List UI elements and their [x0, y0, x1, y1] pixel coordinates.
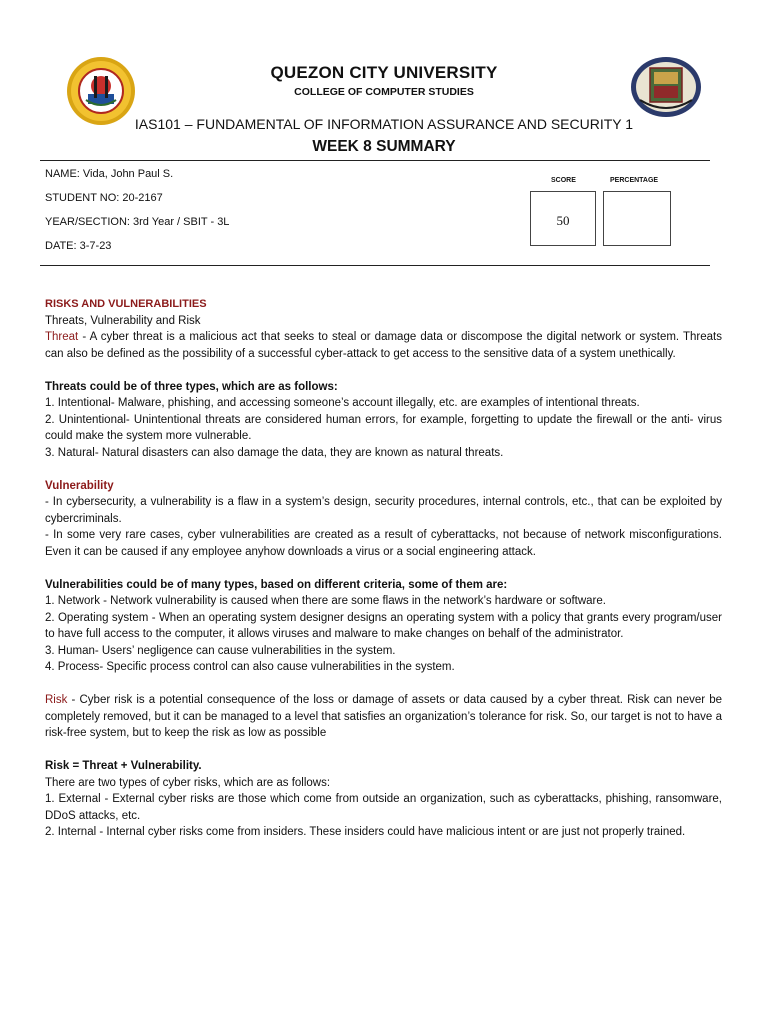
list-item: 1. External - External cyber risks are those which come from outside an organization, such as cyberattacks, phishing, ransomware, DDoS attacks, etc.	[45, 793, 722, 822]
threat-term: Threat	[45, 331, 79, 343]
info-divider	[40, 265, 710, 266]
list-item: 3. Natural- Natural disasters can also damage the data, they are known as natural threats.	[45, 446, 504, 459]
student-number: STUDENT NO: 20-2167	[45, 192, 163, 204]
risk-definition: - Cyber risk is a potential consequence of the loss or damage of assets or data caused by a cyber threat. Risk can never be completely removed, but it can be managed to a level that satisfies an organization’s tolerance for risk. So, our target is not to have a risk-free system, but to keep the risk as low as possible	[45, 694, 722, 739]
section-subtitle: Threats, Vulnerability and Risk	[45, 314, 201, 327]
risk-types-heading: There are two types of cyber risks, which are as follows:	[45, 776, 331, 789]
vulnerability-types-heading: Vulnerabilities could be of many types, based on different criteria, some of them are:	[45, 578, 508, 591]
university-name: QUEZON CITY UNIVERSITY	[270, 63, 498, 82]
score-box	[530, 191, 596, 246]
threat-types-heading: Threats could be of three types, which are as follows:	[45, 380, 338, 393]
list-item: 1. Network - Network vulnerability is caused when there are some flaws in the network’s hardware or software.	[45, 595, 606, 607]
summary-body	[45, 296, 722, 841]
percentage-label: PERCENTAGE	[610, 177, 659, 184]
percentage-box	[603, 191, 671, 246]
vulnerability-title: Vulnerability	[45, 479, 114, 492]
list-item: 2. Internal - Internal cyber risks come from insiders. These insiders could have malicious intent or are just not properly trained.	[45, 826, 686, 838]
threat-definition: - A cyber threat is a malicious act that seeks to steal or damage data or discompose the digital network or system. Threats can also be defined as the possibility of a successful cyber-attack to get access to the sensitive data of a system unethically.	[45, 331, 722, 360]
year-section: YEAR/SECTION: 3rd Year / SBIT - 3L	[45, 216, 230, 228]
list-item: - In some very rare cases, cyber vulnerabilities are created as a result of cyberattacks, not because of network misconfigurations. Even it can be caused if any employee anyhow downloads a virus or a social engineering attack.	[45, 529, 722, 558]
college-name: COLLEGE OF COMPUTER STUDIES	[294, 86, 474, 98]
header-divider	[40, 160, 710, 161]
threat-paragraph	[45, 329, 722, 362]
student-name: NAME: Vida, John Paul S.	[45, 168, 174, 180]
score-label: SCORE	[551, 177, 576, 184]
score-value: 50	[556, 213, 570, 228]
list-item: 2. Operating system - When an operating system designer designs an operating system with a policy that grants every program/user to have full access to the computer, it allows viruses and malware to make changes on behalf of the administrator.	[45, 611, 722, 640]
risk-term: Risk	[45, 694, 68, 706]
week-title: WEEK 8 SUMMARY	[312, 138, 456, 155]
risk-paragraph	[45, 692, 722, 742]
list-item: 2. Unintentional- Unintentional threats are considered human errors, for example, forgetting to update the firewall or the anti- virus could make the system more vulnerable.	[45, 413, 722, 442]
risk-formula: Risk = Threat + Vulnerability.	[45, 760, 202, 772]
course-title: IAS101 – FUNDAMENTAL OF INFORMATION ASSURANCE AND SECURITY 1	[134, 116, 634, 132]
list-item: 1. Intentional- Malware, phishing, and accessing someone’s account illegally, etc. are examples of intentional threats.	[45, 397, 640, 409]
list-item: 4. Process- Specific process control can also cause vulnerabilities in the system.	[45, 661, 455, 673]
section-title: RISKS AND VULNERABILITIES	[45, 298, 207, 310]
list-item: 3. Human- Users’ negligence can cause vulnerabilities in the system.	[45, 644, 396, 657]
list-item: - In cybersecurity, a vulnerability is a flaw in a system’s design, security procedures, internal controls, etc., that can be exploited by cybercriminals.	[45, 496, 722, 525]
date: DATE: 3-7-23	[45, 240, 112, 252]
